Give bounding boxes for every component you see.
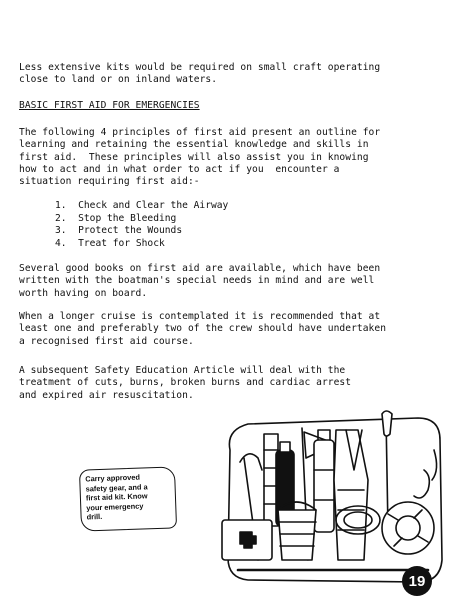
principle-text: Treat for Shock [78, 237, 165, 249]
subsequent-article-paragraph: A subsequent Safety Education Article will deal with the treatment of cuts, burns, broken burns and cardiac arrest and expired air resuscitation. [19, 365, 352, 401]
principles-list [55, 200, 228, 250]
principles-intro-paragraph: The following 4 principles of first aid present an outline for learning and retaining the essential knowledge and skills in first aid. These principles will also assist you in knowing how to act and in what order to act if you encounter a situation requiring first aid:- [19, 127, 381, 188]
first-aid-course-paragraph: When a longer cruise is contemplated it is recommended that at least one and preferably two of the crew should have undertaken a recognised first aid course. [19, 311, 387, 347]
caption-callout [79, 466, 177, 531]
principle-number: 4. [55, 237, 67, 249]
principle-item [55, 213, 228, 226]
principle-item [55, 225, 228, 238]
section-heading: BASIC FIRST AID FOR EMERGENCIES [19, 100, 200, 111]
principle-number: 3. [55, 225, 67, 236]
intro-paragraph: Less extensive kits would be required on small craft operating close to land or on inland waters. [19, 62, 381, 86]
books-paragraph: Several good books on first aid are available, which have been written with the boatman's special needs in mind and are well worth having on board. [19, 263, 381, 299]
page-number-badge: 19 [402, 566, 432, 596]
principle-text: Check and Clear the Airway [78, 200, 229, 211]
safety-gear-illustration [218, 410, 448, 590]
principle-number: 2. [55, 212, 67, 224]
principle-text: Stop the Bleeding [78, 212, 177, 224]
principle-text: Protect the Wounds [78, 225, 183, 236]
principle-item [55, 200, 228, 213]
principle-item [55, 238, 228, 251]
principle-number: 1. [55, 200, 67, 211]
caption-text: Carry approved safety gear, and a first aid kit. Know your emergency drill. [85, 472, 148, 522]
